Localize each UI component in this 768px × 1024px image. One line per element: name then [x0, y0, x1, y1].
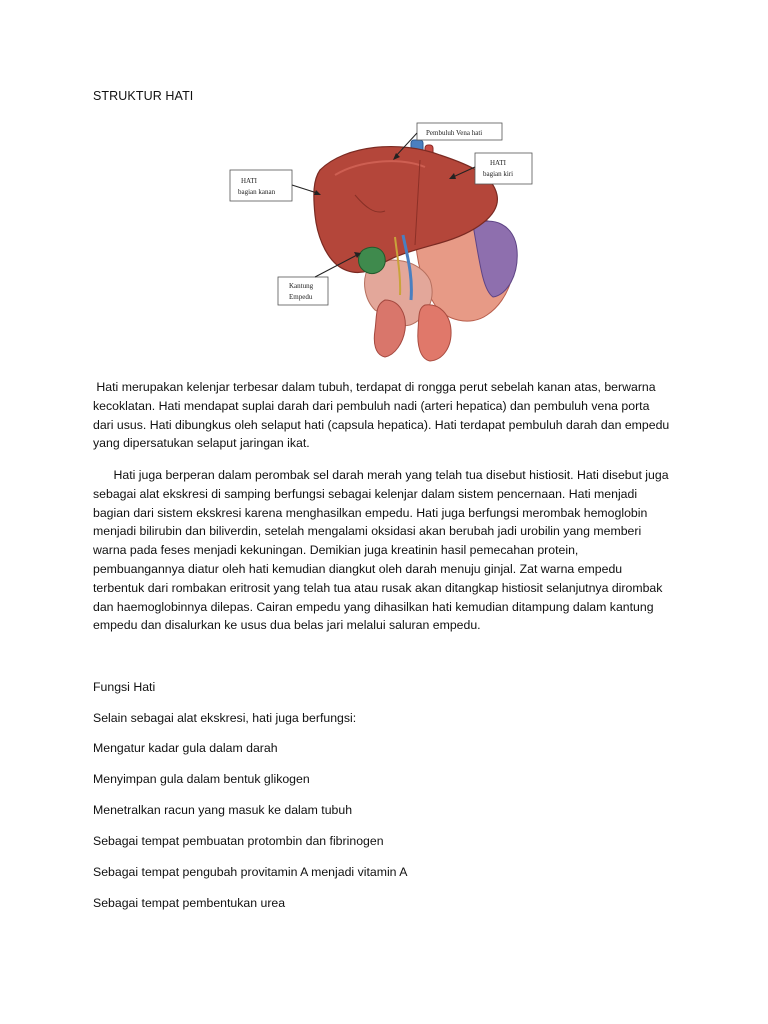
paragraph-intro: Hati merupakan kelenjar terbesar dalam tubuh, terdapat di rongga perut sebelah kanan atas, berwarna kecoklatan. Hati mendapat suplai darah dari pembuluh nadi (arteri hepatica) dan pembuluh vena porta dari usus. Hati dibungkus oleh selaput hati (capsula hepatica). Hati terdapat pembuluh darah dan empedu yang dipersatukan selaput jaringan ikat. [93, 380, 673, 451]
liver-figure [225, 115, 545, 365]
paragraph-fungsi-ekskresi: Hati juga berperan dalam perombak sel darah merah yang telah tua disebut histiosit. Hati disebut juga sebagai alat ekskresi di samping berfungsi sebagai kelenjar dalam sistem pencernaan. Hati menjadi bagian dari sistem ekskresi karena menghasilkan empedu. Hati juga berfungsi merombak hemoglobin menjadi bilirubin dan biliverdin, setelah mengalami oksidasi akan berubah jadi urobilin yang memberi warna pada feses menjadi kekuningan. Demikian juga kreatinin hasil pemecahan protein, pembuangannya diatur oleh hati kemudian diangkut oleh darah menuju ginjal. Zat warna empedu terbentuk dari rombakan eritrosit yang telah tua atau rusak akan ditangkap histiosit selanjutnya dirombak dan haemoglobinnya dilepas. Cairan empedu yang dihasilkan hati kemudian ditampung dalam kantung empedu dan disalurkan ke usus dua belas jari melalui saluran empedu. [93, 468, 672, 633]
list-item: Sebagai tempat pembuatan protombin dan fibrinogen [93, 834, 384, 848]
section-intro-fungsi: Selain sebagai alat ekskresi, hati juga berfungsi: [93, 711, 357, 725]
callout-kiri-line1: HATI [490, 159, 506, 167]
list-item: Menetralkan racun yang masuk ke dalam tubuh [93, 803, 353, 817]
liver-illustration [225, 115, 545, 365]
callout-box-kiri [475, 153, 532, 184]
fungsi-list [93, 741, 407, 927]
section-heading-fungsi: Fungsi Hati [93, 680, 156, 694]
callout-box-kanan [230, 170, 292, 201]
callout-kiri-line2: bagian kiri [483, 170, 514, 178]
callout-kanan-line2: bagian kanan [238, 188, 276, 196]
list-item: Mengatur kadar gula dalam darah [93, 741, 278, 755]
list-item: Menyimpan gula dalam bentuk glikogen [93, 772, 310, 786]
callout-empedu-line2: Empedu [289, 293, 313, 301]
list-item: Sebagai tempat pengubah provitamin A menjadi vitamin A [93, 865, 408, 879]
document-title: STRUKTUR HATI [93, 89, 194, 103]
callout-vena-label: Pembuluh Vena hati [426, 129, 483, 137]
callout-empedu-line1: Kantung [289, 282, 314, 290]
list-item: Sebagai tempat pembentukan urea [93, 896, 286, 910]
callout-kanan-line1: HATI [241, 177, 257, 185]
